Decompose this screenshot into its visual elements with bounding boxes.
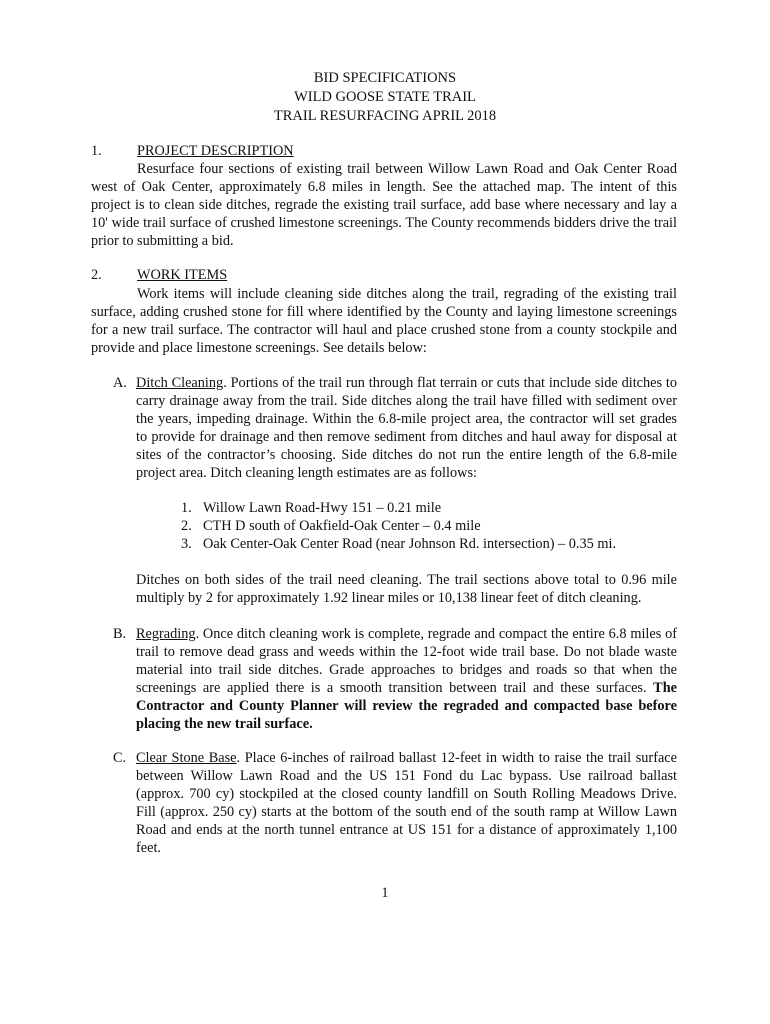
ditch-list-item: 2. CTH D south of Oakfield-Oak Center – 0.4 mile bbox=[181, 518, 481, 534]
section-1-body: Resurface four sections of existing trail between Willow Lawn Road and Oak Center Road west of Oak Center, approximately 6.8 miles in length. See the attached map. The intent of this project is to clean side ditches, regrade the existing trail surface, add base where necessary and lay a 10' wide trail surface of crushed limestone screenings. The County recommends bidders drive the trail prior to submitting a bid. bbox=[91, 161, 677, 250]
item-a-closing: Ditches on both sides of the trail need cleaning. The trail sections above total to 0.96 mile multiply by 2 for approximately 1.92 linear miles or 10,138 linear feet of ditch cleaning. bbox=[136, 572, 677, 607]
item-c-body: Clear Stone Base. Place 6-inches of railroad ballast 12-feet in width to raise the trail surface between Willow Lawn Road and the US 151 Fond du Lac bypass. Use railroad ballast (approx. 700 cy) stockpiled at the closed county landfill on South Rolling Meadows Drive. Fill (approx. 250 cy) starts at the bottom of the south end of the south ramp at Willow Lawn Road and ends at the north tunnel entrance at US 151 for a distance of approximately 1,100 feet. bbox=[136, 750, 677, 857]
item-c-letter: C. bbox=[113, 750, 127, 766]
item-a-letter: A. bbox=[113, 375, 127, 391]
ditch-list-item: 3. Oak Center-Oak Center Road (near Johnson Rd. intersection) – 0.35 mi. bbox=[181, 536, 617, 552]
item-a-body: Ditch Cleaning. Portions of the trail run through flat terrain or cuts that include side ditches to carry drainage away from the trail. Side ditches along the trail have filled with sediment over the years, impeding drainage. Within the 6.8-mile project area, the contractor will set grades to provide for drainage and then remove sediment from ditches and haul away for disposal at sites of the contractor’s choosing. Side ditches do not run the entire length of the 6.8-mile project area. Ditch cleaning length estimates are as follows: bbox=[136, 375, 677, 482]
page-number: 1 bbox=[381, 885, 389, 901]
item-a-title: Ditch Cleaning bbox=[136, 375, 224, 391]
ditch-list-item: 1. Willow Lawn Road-Hwy 151 – 0.21 mile bbox=[181, 500, 442, 516]
item-b-bold-note: The Contractor and County Planner will review the regraded and compacted base before placing the new trail surface. bbox=[136, 680, 677, 733]
section-1-title: PROJECT DESCRIPTION bbox=[137, 143, 294, 159]
item-b-letter: B. bbox=[113, 626, 127, 642]
section-1-number: 1. bbox=[91, 143, 102, 159]
section-2-number: 2. bbox=[91, 267, 102, 283]
section-2-title: WORK ITEMS bbox=[137, 267, 228, 283]
doc-title-line-3: TRAIL RESURFACING APRIL 2018 bbox=[273, 108, 497, 124]
doc-title-line-1: BID SPECIFICATIONS bbox=[313, 70, 457, 86]
item-b-title: Regrading bbox=[136, 626, 196, 642]
section-2-body: Work items will include cleaning side ditches along the trail, regrading of the existing trail surface, adding crushed stone for fill where identified by the County and laying limestone screenings for a new trail surface. The contractor will haul and place crushed stone from a county stockpile and provide and place limestone screenings. See details below: bbox=[91, 286, 677, 357]
doc-title-line-2: WILD GOOSE STATE TRAIL bbox=[294, 89, 476, 105]
item-c-title: Clear Stone Base bbox=[136, 750, 237, 766]
item-b-body: Regrading. Once ditch cleaning work is complete, regrade and compact the entire 6.8 miles of trail to remove dead grass and weeds within the 12-foot wide trail base. Do not blade waste material into trail side ditches. Grade approaches to bridges and roads so that when the screenings are applied there is a smooth transition between trail and these surfaces. The Contractor and County Planner will review the regraded and compacted base before placing the new trail surface. bbox=[136, 626, 677, 733]
